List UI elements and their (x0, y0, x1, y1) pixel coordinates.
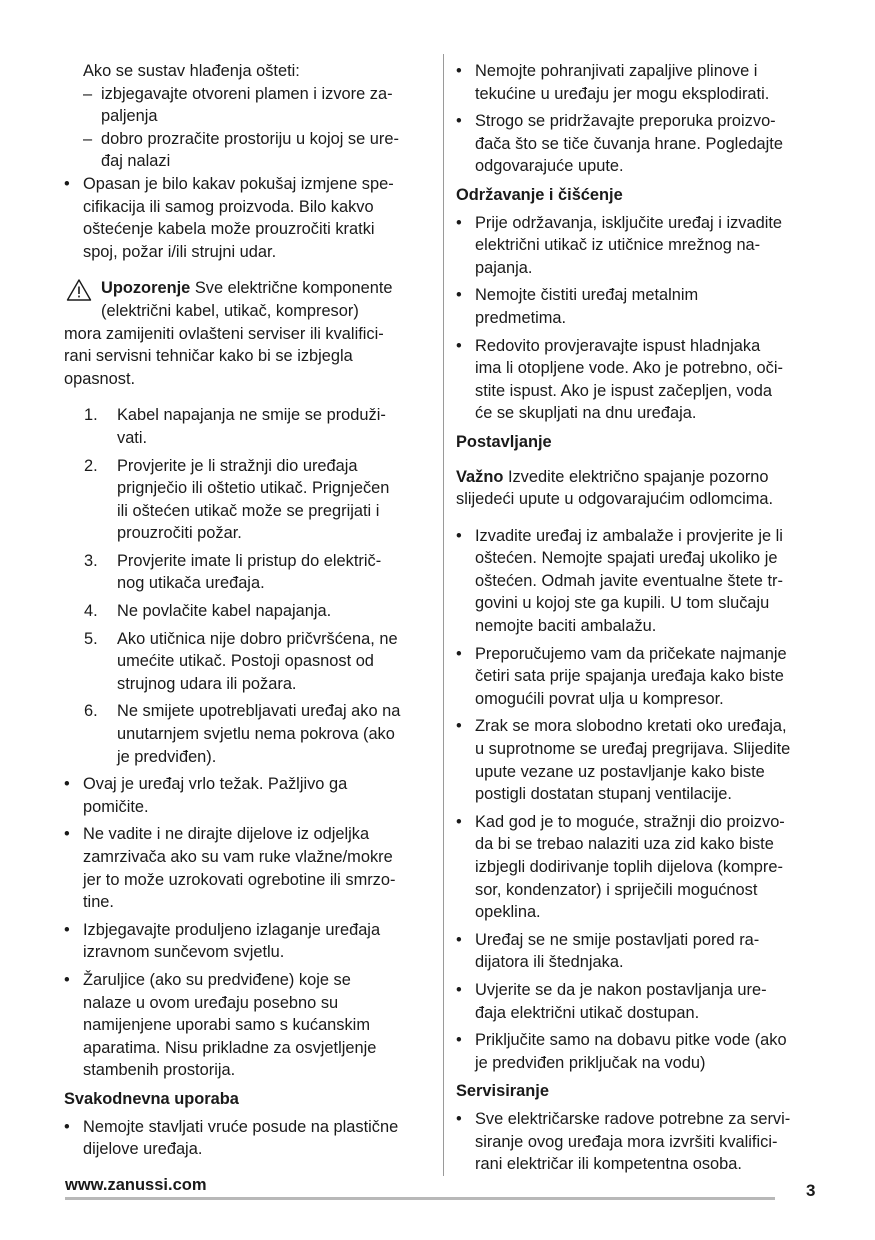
text-line: u suprotnome se uređaj pregrijava. Slijedite (475, 740, 791, 759)
modification-bullet (64, 173, 432, 263)
list-item (456, 1029, 821, 1074)
storage-bullet-list (456, 60, 821, 178)
warning-text-line2: (električni kabel, utikač, kompresor) (101, 301, 359, 320)
text-line: izbjegli dodirivanje toplih dijelova (kompre- (475, 858, 783, 876)
text-line: • Ne vadite i ne dirajte dijelove iz odjeljka (83, 825, 370, 844)
text-line: Provjerite imate li pristup do električ- (117, 551, 382, 570)
text-line: siranje ovog uređaja mora izvršiti kvalifici- (475, 1132, 778, 1151)
text-line: • Žaruljice (ako su predviđene) koje se (83, 970, 351, 989)
numbered-list (64, 404, 432, 768)
text-line: đaj nalazi (101, 152, 171, 171)
item-number: 1. (84, 406, 98, 425)
important-line2: slijedeći upute u odgovarajućim odlomcima. (456, 490, 774, 509)
warning-label: Upozorenje (101, 279, 191, 298)
numbered-item (64, 628, 432, 696)
text-line: tekućine u uređaju jer mogu eksplodirati. (475, 84, 770, 103)
text-line: ima li otopljene vode. Ako je potrebno, oči- (475, 359, 783, 378)
text-line: Kabel napajanja ne smije se produži- (117, 406, 386, 425)
numbered-item (64, 455, 432, 545)
text-line: postigli dostatan stupanj ventilacije. (475, 785, 732, 804)
important-note (456, 466, 821, 511)
text-line: rani električar ili kompetentna osoba. (475, 1155, 742, 1174)
text-line: oštećen. Odmah javite eventualne štete tr- (475, 571, 783, 590)
text-line: Ne smijete upotrebljavati uređaj ako na (117, 702, 401, 721)
text-line: dijatora ili štednjaka. (475, 953, 624, 972)
item-number: 6. (84, 702, 98, 721)
text-line: ili oštećen utikač može se pregrijati i (117, 501, 380, 520)
column-divider (443, 54, 444, 1176)
text-line: predmetima. (475, 308, 567, 327)
text-line: • Izbjegavajte produljeno izlaganje uređaja (83, 920, 381, 939)
text-line: je predviđen priključak na vodu) (475, 1053, 706, 1072)
text-line: đaja električni utikač dostupan. (475, 1003, 700, 1022)
text-line: nemojte baciti ambalažu. (475, 617, 657, 636)
list-item (456, 212, 821, 280)
text-line: cifikacija ili samog proizvoda. Bilo kakvo (83, 197, 374, 216)
right-column (456, 60, 821, 1181)
text-line: umećite utikač. Postoji opasnost od (117, 652, 374, 671)
text-line: • Nemojte pohranjivati zapaljive plinove i (475, 62, 758, 80)
text-line: četiri sata prije spajanja uređaja kako biste (475, 667, 784, 686)
text-line: • Sve električarske radove potrebne za servi- (475, 1109, 791, 1128)
dash-list (64, 83, 432, 173)
list-item (64, 773, 432, 818)
text-line: oštećenje kabela može prouzročiti kratki (83, 220, 375, 239)
text-line: unutarnjem svjetlu nema pokrova (ako (117, 725, 395, 744)
text-line: • Ovaj je uređaj vrlo težak. Pažljivo ga (83, 775, 348, 794)
text-line: prignječio ili oštetio utikač. Prignječen (117, 479, 390, 498)
list-item (456, 335, 821, 425)
important-label: Važno (456, 467, 504, 486)
numbered-item (64, 700, 432, 768)
text-line: stite ispust. Ako je ispust začepljen, voda (475, 381, 773, 400)
text-line: paljenja (101, 107, 158, 126)
text-line: izravnom sunčevom svjetlu. (83, 943, 285, 962)
text-line: • Uređaj se ne smije postavljati pored ra- (475, 930, 760, 949)
text-line: električni utikač iz utičnice mrežnog na- (475, 236, 761, 255)
warning-block (64, 277, 432, 390)
text-line: Provjerite je li stražnji dio uređaja (117, 456, 358, 475)
text-line: da bi se trebao nalaziti uza zid kako biste (475, 835, 774, 854)
text-line: • Opasan je bilo kakav pokušaj izmjene spe- (83, 174, 394, 193)
maintenance-heading: Održavanje i čišćenje (456, 185, 623, 204)
text-line: jer to može uzrokovati ogrebotine ili smrzo- (83, 870, 396, 889)
text-line: nog utikača uređaja. (117, 574, 265, 593)
text-line: – dobro prozračite prostoriju u kojoj se ure- (101, 129, 399, 148)
numbered-item (64, 550, 432, 595)
list-item (64, 919, 432, 964)
list-item (456, 715, 821, 805)
text-line: prouzročiti požar. (117, 524, 242, 543)
warning-text-rest (64, 323, 432, 391)
text-line: tine. (83, 893, 114, 912)
text-line: dijelove uređaja. (83, 1140, 203, 1159)
text-line: • Nemojte čistiti uređaj metalnim (475, 286, 699, 305)
installation-heading: Postavljanje (456, 432, 552, 451)
service-heading: Servisiranje (456, 1082, 549, 1101)
maintenance-bullet-list (456, 212, 821, 425)
text-line: pomičite. (83, 797, 149, 816)
item-number: 3. (84, 551, 98, 570)
text-line: opasnost. (64, 369, 136, 388)
list-item (456, 60, 821, 105)
daily-use-heading: Svakodnevna uporaba (64, 1089, 239, 1108)
text-line: opeklina. (475, 903, 541, 922)
text-line: odgovarajuće upute. (475, 157, 624, 176)
text-line: je predviđen). (117, 747, 217, 766)
text-line: omogućili povrat ulja u kompresor. (475, 689, 724, 708)
text-line: sor, kondenzator) i spriječili mogućnost (475, 880, 758, 899)
text-line: • Zrak se mora slobodno kretati oko uređaja, (475, 717, 787, 736)
text-line: upute vezane uz postavljanje kako biste (475, 762, 765, 781)
text-line: mora zamijeniti ovlašteni serviser ili kvalifici- (64, 324, 384, 343)
warning-triangle-icon (66, 278, 92, 302)
text-line: Ako utičnica nije dobro pričvršćena, ne (117, 629, 398, 648)
list-item (456, 979, 821, 1024)
text-line: oštećen. Nemojte spajati uređaj ukoliko je (475, 549, 778, 568)
text-line: • Preporučujemo vam da pričekate najmanje (475, 644, 787, 663)
text-line: • Nemojte stavljati vruće posude na plastične (83, 1117, 399, 1136)
text-line: • Kad god je to moguće, stražnji dio proizvo- (475, 812, 785, 831)
item-number: 2. (84, 456, 98, 475)
cooling-damage-intro: Ako se sustav hlađenja ošteti: (83, 62, 300, 80)
warning-text-line1: Sve električne komponente (194, 279, 393, 298)
list-item (456, 110, 821, 178)
daily-use-bullet-list (64, 1116, 432, 1161)
text-line: spoj, požar i/ili strujni udar. (83, 242, 277, 261)
list-item (64, 969, 432, 1082)
list-item (456, 1108, 821, 1176)
text-line: • Redovito provjeravajte ispust hladnjaka (475, 336, 761, 355)
numbered-item (64, 404, 432, 449)
item-number: 4. (84, 602, 98, 621)
text-line: će se skupljati na dnu uređaja. (475, 404, 697, 423)
item-number: 5. (84, 629, 98, 648)
list-item (456, 929, 821, 974)
page-number: 3 (806, 1181, 816, 1200)
text-line: đača što se tiče čuvanja hrane. Pogledajte (475, 134, 783, 153)
text-line: • Prije održavanja, isključite uređaj i izvadite (475, 213, 783, 232)
text-line: strujnog udara ili požara. (117, 674, 297, 693)
list-item (64, 823, 432, 913)
list-item (456, 284, 821, 329)
text-line: rani servisni tehničar kako bi se izbjegla (64, 347, 353, 366)
dash-item (64, 83, 432, 128)
text-line: • Priključite samo na dobavu pitke vode (ako (475, 1031, 787, 1050)
text-line: zamrzivača ako su vam ruke vlažne/mokre (83, 848, 393, 866)
text-line: aparatima. Nisu prikladne za osvjetljenje (83, 1038, 377, 1057)
footer-url: www.zanussi.com (65, 1176, 207, 1194)
important-line1: Izvedite električno spajanje pozorno (507, 467, 769, 486)
text-line: pajanja. (475, 258, 533, 277)
numbered-item (64, 600, 432, 623)
list-item (456, 811, 821, 924)
list-item (64, 1116, 432, 1161)
text-line: govini u kojoj ste ga kupili. U tom slučaju (475, 594, 770, 613)
left-column (64, 60, 432, 1166)
text-line: vati. (117, 428, 148, 447)
text-line: nalaze u ovom uređaju posebno su (83, 993, 339, 1012)
list-item (64, 173, 432, 263)
text-line: • Strogo se pridržavajte preporuka proizvo- (475, 112, 776, 131)
list-item (456, 643, 821, 711)
dash-item (64, 128, 432, 173)
service-bullet-list (456, 1108, 821, 1176)
text-line: • Izvadite uređaj iz ambalaže i provjerite je li (475, 526, 783, 545)
text-line: Ne povlačite kabel napajanja. (117, 602, 332, 621)
text-line: – izbjegavajte otvoreni plamen i izvore za- (101, 84, 393, 103)
safety-bullet-list (64, 773, 432, 1082)
footer-rule (65, 1197, 775, 1200)
list-item (456, 525, 821, 638)
installation-bullet-list (456, 525, 821, 1075)
text-line: namijenjene uporabi samo s kućanskim (83, 1016, 370, 1035)
text-line: stambenih prostorija. (83, 1061, 236, 1080)
text-line: • Uvjerite se da je nakon postavljanja ure- (475, 980, 767, 999)
